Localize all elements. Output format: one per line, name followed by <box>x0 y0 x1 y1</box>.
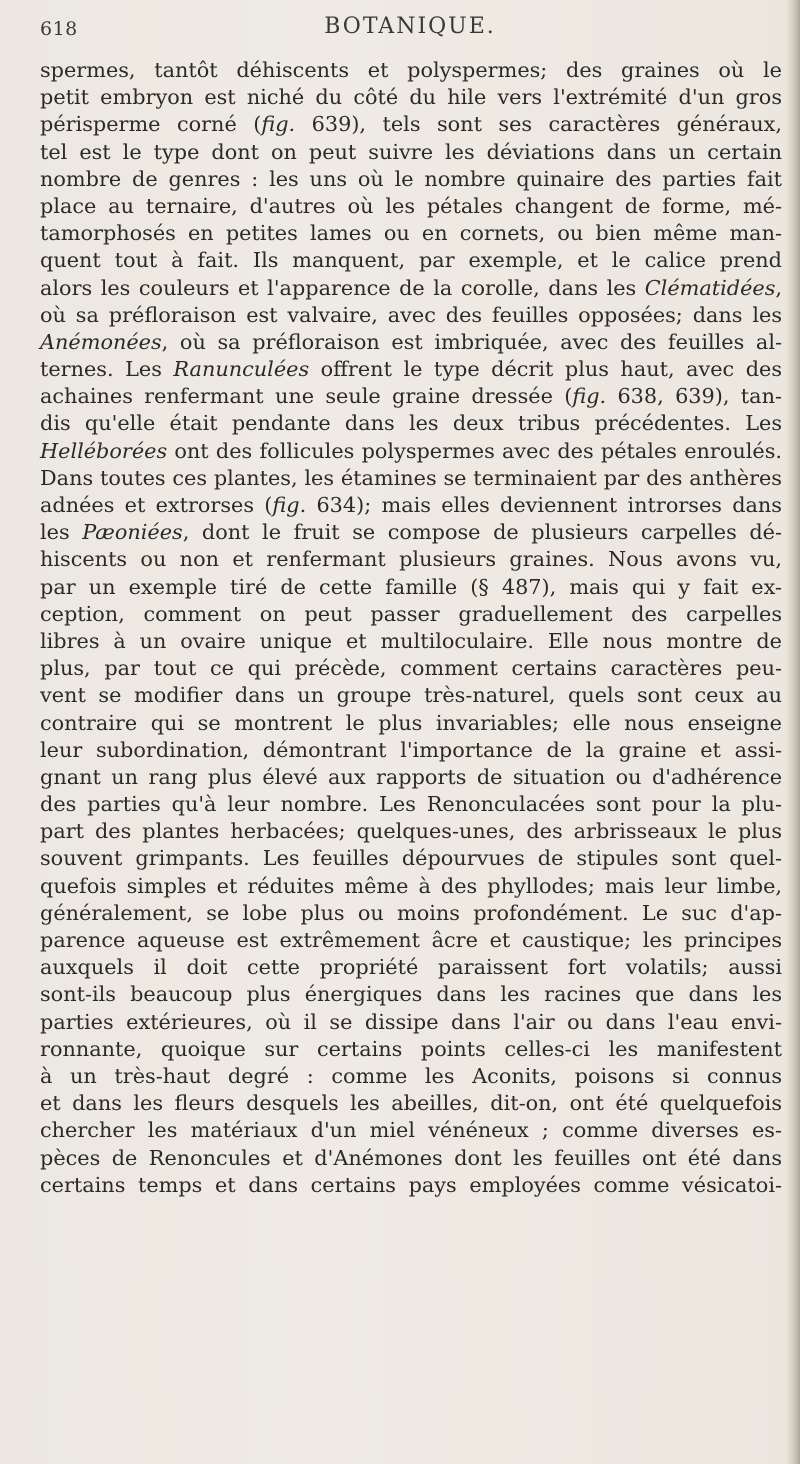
text-line: vent se modifier dans un groupe très-naturel, quels sont ceux au <box>40 683 782 708</box>
page-header <box>40 10 780 50</box>
text-line: alors les couleurs et l'apparence de la corolle, dans les Clématidées, <box>40 275 782 300</box>
text-line: spermes, tantôt déhiscents et polyspermes; des graines où le <box>40 58 782 82</box>
text-line: nombre de genres : les uns où le nombre quinaire des parties fait <box>40 166 782 191</box>
text-line: généralement, se lobe plus ou moins profondément. Le suc d'ap- <box>40 900 782 925</box>
text-line: auxquels il doit cette propriété paraissent fort volatils; aussi <box>40 955 782 980</box>
running-head: BOTANIQUE. <box>324 14 496 39</box>
page-edge-shadow <box>786 0 800 1464</box>
text-line: hiscents ou non et renfermant plusieurs graines. Nous avons vu, <box>40 547 782 572</box>
text-line: pèces de Renoncules et d'Anémones dont les feuilles ont été dans <box>40 1145 782 1170</box>
text-line: à un très-haut degré : comme les Aconits, poisons si connus <box>40 1063 782 1088</box>
text-line: parence aqueuse est extrêmement âcre et caustique; les principes <box>40 928 782 952</box>
text-line: périsperme corné (fig. 639), tels sont ses caractères généraux, <box>40 112 783 137</box>
text-line: place au ternaire, d'autres où les pétales changent de forme, mé- <box>40 193 782 218</box>
text-line: parties extérieures, où il se dissipe dans l'air ou dans l'eau envi- <box>40 1009 782 1034</box>
text-line: quent tout à fait. Ils manquent, par exemple, et le calice prend <box>40 248 782 273</box>
text-line: les Pæoniées, dont le fruit se compose de plusieurs carpelles dé- <box>40 520 782 545</box>
body-text <box>40 57 782 1199</box>
text-line: leur subordination, démontrant l'importance de la graine et assi- <box>40 737 782 762</box>
text-line: gnant un rang plus élevé aux rapports de situation ou d'adhérence <box>40 764 782 789</box>
page-number: 618 <box>40 18 78 40</box>
text-line: où sa préfloraison est valvaire, avec des feuilles opposées; dans les <box>40 302 782 327</box>
text-line: tel est le type dont on peut suivre les déviations dans un certain <box>40 139 782 164</box>
text-line: tamorphosés en petites lames ou en cornets, ou bien même man- <box>40 221 782 246</box>
text-line: par un exemple tiré de cette famille (§ 487), mais qui y fait ex- <box>40 574 782 599</box>
text-line: adnées et extrorses (fig. 634); mais elles deviennent introrses dans <box>40 493 782 517</box>
text-line: ronnante, quoique sur certains points celles-ci les manifestent <box>40 1036 782 1061</box>
text-line: dis qu'elle était pendante dans les deux tribus précédentes. Les <box>40 411 782 436</box>
text-line: contraire qui se montrent le plus invariables; elle nous enseigne <box>40 710 782 735</box>
text-line: Dans toutes ces plantes, les étamines se terminaient par des anthères <box>40 465 782 490</box>
text-line: achaines renfermant une seule graine dressée (fig. 638, 639), tan- <box>40 384 782 409</box>
text-line: chercher les matériaux d'un miel vénéneux ; comme diverses es- <box>40 1118 782 1143</box>
text-line: sont-ils beaucoup plus énergiques dans les racines que dans les <box>40 982 782 1007</box>
text-line: part des plantes herbacées; quelques-unes, des arbrisseaux le plus <box>40 819 782 844</box>
text-line: petit embryon est niché du côté du hile vers l'extrémité d'un gros <box>40 85 782 110</box>
text-line: Anémonées, où sa préfloraison est imbriquée, avec des feuilles al- <box>40 329 782 354</box>
text-line: souvent grimpants. Les feuilles dépourvues de stipules sont quel- <box>40 846 782 871</box>
text-line: ception, comment on peut passer graduellement des carpelles <box>40 601 782 626</box>
text-line: des parties qu'à leur nombre. Les Renonculacées sont pour la plu- <box>40 792 782 817</box>
text-line: et dans les fleurs desquels les abeilles, dit-on, ont été quelquefois <box>40 1091 782 1116</box>
text-line: libres à un ovaire unique et multiloculaire. Elle nous montre de <box>40 628 782 653</box>
text-line: Helléborées ont des follicules polyspermes avec des pétales enroulés. <box>40 438 782 463</box>
text-line: quefois simples et réduites même à des phyllodes; mais leur limbe, <box>40 873 782 898</box>
text-line: certains temps et dans certains pays employées comme vésicatoi- <box>40 1172 782 1197</box>
text-line: ternes. Les Ranunculées offrent le type décrit plus haut, avec des <box>40 357 783 382</box>
text-line: plus, par tout ce qui précède, comment certains caractères peu- <box>40 656 782 681</box>
